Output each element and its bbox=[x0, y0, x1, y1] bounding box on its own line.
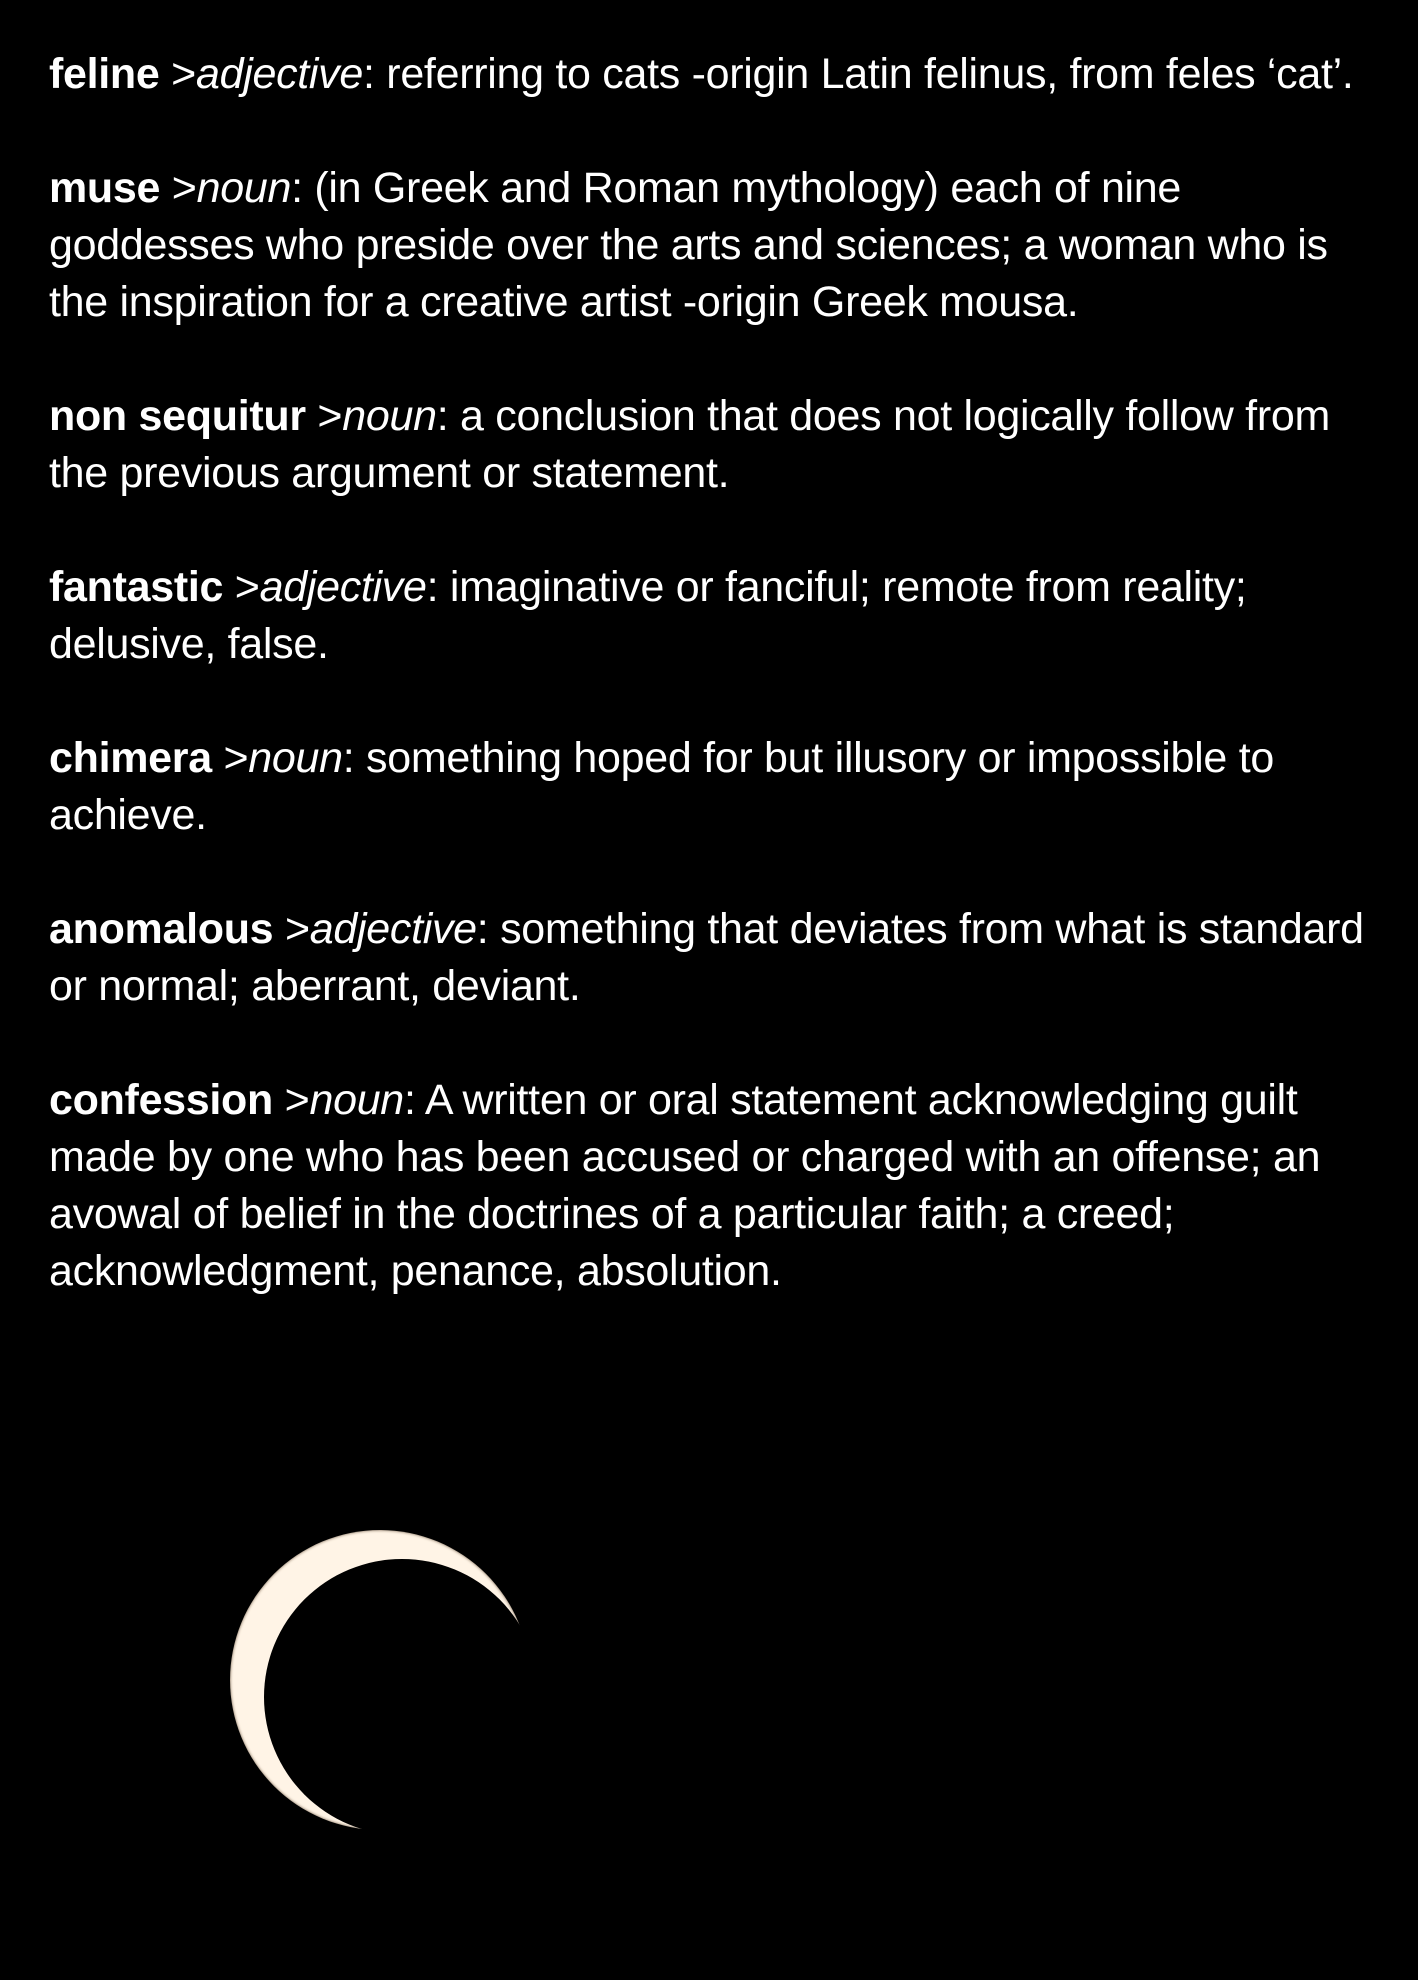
glossary-entry-muse bbox=[49, 160, 1379, 331]
entry-definition: : imaginative or fanciful; remote from reality; delusive, false. bbox=[49, 563, 1247, 668]
entry-part-of-speech: noun bbox=[342, 392, 437, 440]
entry-definition: : (in Greek and Roman mythology) each of nine goddesses who preside over the arts and sciences; a woman who is the inspiration for a creative artist -origin Greek mousa. bbox=[49, 164, 1328, 326]
glossary-entry-fantastic bbox=[49, 559, 1379, 673]
entry-part-of-speech: adjective bbox=[259, 563, 427, 611]
glossary-entry-confession bbox=[49, 1072, 1379, 1300]
entry-marker: > bbox=[160, 164, 197, 212]
glossary-entry-anomalous bbox=[49, 901, 1379, 1015]
entry-part-of-speech: noun bbox=[248, 734, 343, 782]
eclipse-core bbox=[230, 1530, 530, 1830]
glossary-entry-non-sequitur bbox=[49, 388, 1379, 502]
crescent-eclipse-icon bbox=[200, 1500, 560, 1860]
entry-marker: > bbox=[211, 734, 249, 782]
entry-definition: : something hoped for but illusory or impossible to achieve. bbox=[49, 734, 1274, 839]
entry-definition: : referring to cats -origin Latin felinus, from feles ‘cat’. bbox=[363, 50, 1354, 98]
entry-definition: : something that deviates from what is standard or normal; aberrant, deviant. bbox=[49, 905, 1364, 1010]
glossary-entry-feline bbox=[49, 46, 1379, 103]
entry-term: fantastic bbox=[49, 563, 224, 611]
entry-term: anomalous bbox=[49, 905, 274, 953]
entry-marker: > bbox=[273, 905, 310, 953]
entry-marker: > bbox=[159, 50, 196, 98]
entry-term: confession bbox=[49, 1076, 273, 1124]
entry-term: feline bbox=[49, 50, 160, 98]
entry-marker: > bbox=[273, 1076, 310, 1124]
entry-term: non sequitur bbox=[49, 392, 306, 440]
entry-part-of-speech: adjective bbox=[309, 905, 477, 953]
glossary-list bbox=[49, 46, 1379, 1357]
entry-part-of-speech: noun bbox=[309, 1076, 404, 1124]
entry-term: chimera bbox=[49, 734, 212, 782]
entry-part-of-speech: noun bbox=[196, 164, 292, 212]
entry-definition: : a conclusion that does not logically follow from the previous argument or statement. bbox=[49, 392, 1330, 497]
entry-part-of-speech: adjective bbox=[195, 50, 363, 98]
entry-marker: > bbox=[305, 392, 343, 440]
entry-definition: : A written or oral statement acknowledging guilt made by one who has been accused or charged with an offense; an avowal of belief in the doctrines of a particular faith; a creed; acknowledgment, penance, absolution. bbox=[49, 1076, 1321, 1295]
entry-term: muse bbox=[49, 164, 161, 212]
glossary-entry-chimera bbox=[49, 730, 1379, 844]
entry-marker: > bbox=[223, 563, 260, 611]
